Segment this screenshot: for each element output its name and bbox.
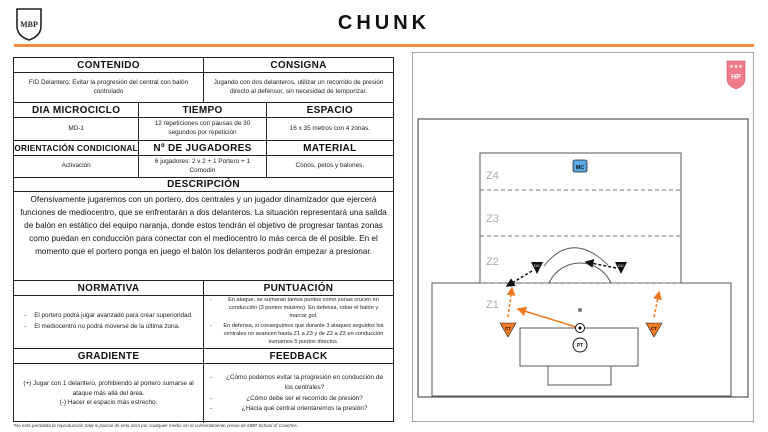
feedback-item: - ¿Cómo debe ser el recorrido de presión? — [210, 394, 387, 404]
ball-pattern — [578, 326, 581, 329]
espacio-value: 16 x 35 metros con 4 zonas. — [267, 118, 393, 141]
normativa-header: NORMATIVA — [14, 281, 204, 296]
goalkeeper-label: PT — [576, 343, 584, 349]
midfielder-label: MC — [575, 165, 585, 171]
penalty-spot — [578, 308, 582, 312]
gradiente-line: (+) Jugar con 1 delantero, prohibiendo al portero sumarse al ataque más allá del área. — [23, 379, 194, 397]
copyright-footer: *No está permitida la reproducción total ni parcial de esta obra por cualquier medio sin el consentimiento previo de MBP School of Coaches. — [13, 423, 299, 428]
centre-back-right-label: CT — [651, 326, 657, 331]
gradiente-cell — [14, 364, 204, 423]
jugadores-header: Nº DE JUGADORES — [139, 141, 266, 156]
gradiente-line: (-) Hacer el espacio más estrecho. — [59, 399, 158, 407]
zone-label-z1: Z1 — [486, 299, 499, 311]
feedback-list — [204, 371, 393, 416]
descripcion-text: Ofensivamente jugaremos con un portero, dos centrales y un jugador dinamizador que ejercerá funciones de mediocentro, que se enfrentarán a dos delanteros. La situación representará una salida de balón en estático del equipo naranja, donde estos tendrán el objetivo de progresar tantas zonas como puedan en conducción para conectar con el mediocentro lo más cerca de él posible. En el momento que el portero ponga en juego el balón los delanteros podrán empezar a presionar. — [14, 191, 393, 281]
feedback-item: - ¿Hacia qué central orientaremos la presión? — [210, 404, 387, 414]
zone-label-z3: Z3 — [486, 213, 499, 225]
puntuacion-item: - En defensa, si conseguimos que durante 3 ataques seguidos los centrales no avancen hasta Z1 a Z3 y de Z2 a Z3 en conducción sumamos 5 puntos directos. — [210, 322, 387, 346]
descripcion-header: DESCRIPCIÓN — [14, 178, 393, 192]
microciclo-value: MD-1 — [14, 118, 139, 141]
normativa-cell — [14, 296, 204, 349]
puntuacion-item: - En ataque, se sumaran tantos puntos como zonas crucen en conducción (3 puntos máximo). En defensa, robar el balón y marcar gol. — [210, 296, 387, 320]
tactical-diagram — [412, 52, 754, 422]
puntuacion-cell — [204, 296, 393, 349]
header-divider — [14, 44, 754, 47]
session-sheet — [13, 57, 394, 422]
orientacion-value: Activación — [14, 156, 139, 178]
consigna-value: Jugando con dos delanteros, utilizar un recorrido de presión directo al defensor, sin necesidad de temporizar. — [204, 73, 393, 103]
consigna-header: CONSIGNA — [204, 58, 393, 73]
zone-label-z2: Z2 — [486, 256, 499, 268]
espacio-header: ESPACIO — [267, 103, 393, 118]
microciclo-header: DIA MICROCICLO — [14, 103, 139, 118]
forward-right-label: DC — [618, 263, 624, 268]
gradiente-header: GRADIENTE — [14, 349, 204, 364]
zone-label-z4: Z4 — [486, 170, 499, 182]
logo-text: MBP — [20, 20, 38, 29]
normativa-item: - El portero podrá jugar avanzado para crear superioridad. — [24, 311, 193, 320]
contenido-value: FID Delantero: Evitar la progresión del central con balón controlado — [14, 73, 204, 103]
tiempo-header: TIEMPO — [139, 103, 266, 118]
material-header: MATERIAL — [267, 141, 393, 156]
puntuacion-list — [204, 294, 393, 351]
material-value: Conos, petos y balones. — [267, 156, 393, 178]
contenido-header: CONTENIDO — [14, 58, 204, 73]
hp-badge: HP — [731, 74, 741, 81]
feedback-item: - ¿Cómo podemos evitar la progresión en conducción de los centrales? — [210, 373, 387, 394]
forward-left-label: DC — [534, 263, 540, 268]
puntuacion-header: PUNTUACIÓN — [204, 281, 393, 296]
gradiente-text — [14, 377, 203, 411]
normativa-item: - El mediocentro no podrá moverse de la última zona. — [24, 322, 193, 331]
normativa-list — [18, 309, 199, 335]
feedback-header: FEEDBACK — [204, 349, 393, 364]
orientacion-header: ORIENTACIÓN CONDICIONAL — [14, 141, 139, 156]
badge-stars: ★★★ — [729, 64, 743, 70]
jugadores-value: 6 jugadores: 2 v 2 + 1 Portero + 1 Comodín — [139, 156, 266, 178]
centre-back-left-label: CT — [505, 326, 511, 331]
feedback-cell — [204, 364, 393, 423]
page-title: CHUNK — [337, 12, 431, 34]
tiempo-value: 12 repeticiones con pausas de 30 segundos por repetición — [139, 118, 266, 141]
